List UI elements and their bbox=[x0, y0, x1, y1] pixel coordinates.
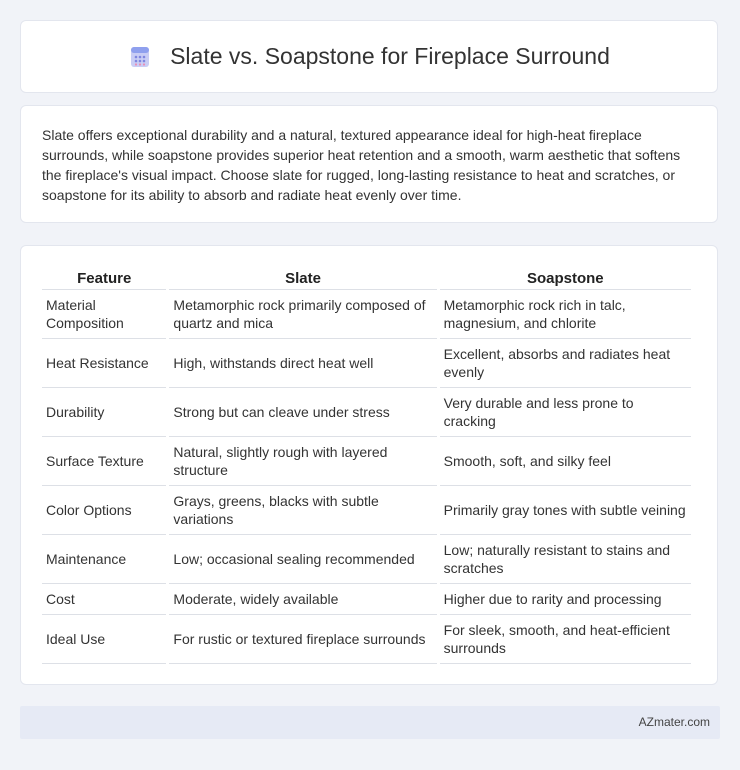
intro-text: Slate offers exceptional durability and a natural, textured appearance ideal for high-heat fireplace surrounds, while soapstone provides superior heat retention and a smooth, warm aesthetic that softens the fireplace's visual impact. Choose slate for rugged, long-lasting resistance to heat and scratches, or soapstone for its ability to absorb and radiate heat evenly over time. bbox=[42, 127, 681, 203]
slate-cell: Metamorphic rock primarily composed of quartz and mica bbox=[169, 289, 436, 338]
table-row bbox=[42, 614, 691, 664]
feature-cell: Surface Texture bbox=[42, 436, 166, 485]
comparison-table-card bbox=[20, 245, 718, 685]
soapstone-cell: Primarily gray tones with subtle veining bbox=[440, 485, 691, 534]
table-row bbox=[42, 387, 691, 436]
table-row bbox=[42, 485, 691, 534]
title-card bbox=[20, 20, 718, 93]
calculator-icon bbox=[128, 45, 152, 69]
comparison-table bbox=[39, 266, 694, 664]
feature-cell: Color Options bbox=[42, 485, 166, 534]
feature-cell: Cost bbox=[42, 583, 166, 614]
soapstone-cell: Excellent, absorbs and radiates heat evenly bbox=[440, 338, 691, 387]
soapstone-cell: Very durable and less prone to cracking bbox=[440, 387, 691, 436]
header-feature: Feature bbox=[77, 270, 132, 287]
intro-card bbox=[20, 105, 718, 223]
slate-cell: Low; occasional sealing recommended bbox=[169, 534, 436, 583]
feature-cell: Ideal Use bbox=[42, 614, 166, 664]
slate-cell: Strong but can cleave under stress bbox=[169, 387, 436, 436]
soapstone-cell: Metamorphic rock rich in talc, magnesium, and chlorite bbox=[440, 289, 691, 338]
slate-cell: Natural, slightly rough with layered structure bbox=[169, 436, 436, 485]
slate-cell: Moderate, widely available bbox=[169, 583, 436, 614]
table-row bbox=[42, 534, 691, 583]
slate-cell: Grays, greens, blacks with subtle variations bbox=[169, 485, 436, 534]
soapstone-cell: Higher due to rarity and processing bbox=[440, 583, 691, 614]
feature-cell: Maintenance bbox=[42, 534, 166, 583]
table-row bbox=[42, 338, 691, 387]
table-row bbox=[42, 436, 691, 485]
slate-cell: High, withstands direct heat well bbox=[169, 338, 436, 387]
footer bbox=[20, 706, 720, 739]
footer-brand: AZmater.com bbox=[638, 715, 710, 729]
table-row bbox=[42, 289, 691, 338]
soapstone-cell: For sleek, smooth, and heat-efficient surrounds bbox=[440, 614, 691, 664]
header-soapstone: Soapstone bbox=[526, 270, 604, 287]
slate-cell: For rustic or textured fireplace surrounds bbox=[169, 614, 436, 664]
feature-cell: Heat Resistance bbox=[42, 338, 166, 387]
soapstone-cell: Low; naturally resistant to stains and scratches bbox=[440, 534, 691, 583]
soapstone-cell: Smooth, soft, and silky feel bbox=[440, 436, 691, 485]
header-slate: Slate bbox=[285, 270, 321, 287]
feature-cell: Material Composition bbox=[42, 289, 166, 338]
table-row bbox=[42, 583, 691, 614]
page-title: Slate vs. Soapstone for Fireplace Surround bbox=[170, 43, 610, 69]
feature-cell: Durability bbox=[42, 387, 166, 436]
